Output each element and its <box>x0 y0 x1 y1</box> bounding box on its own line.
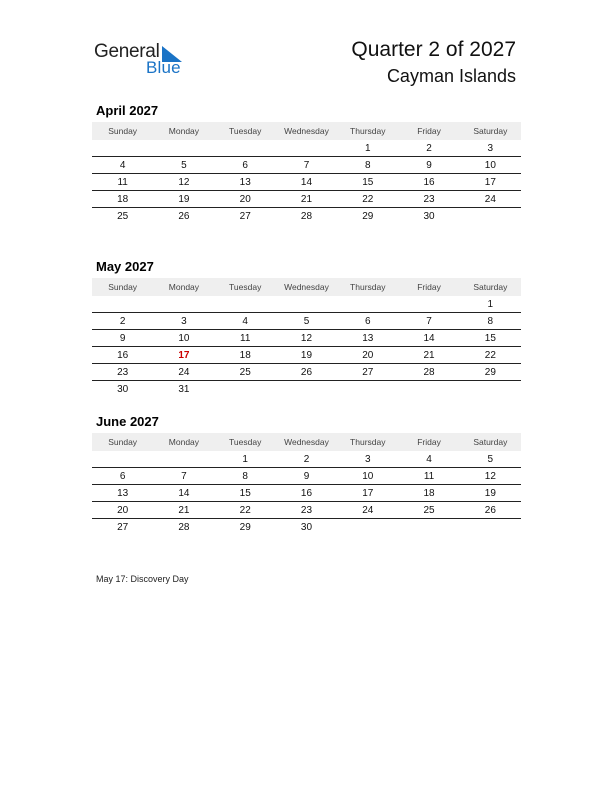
day-cell: 17 <box>178 349 190 361</box>
day-cell: 18 <box>239 349 251 361</box>
week-row <box>92 347 521 364</box>
day-cell: 10 <box>178 332 190 344</box>
day-cell: 12 <box>484 470 496 482</box>
weekday-header <box>92 122 521 140</box>
day-cell: 19 <box>178 193 190 205</box>
day-cell: 20 <box>117 504 129 516</box>
month-title: June 2027 <box>96 414 159 429</box>
day-cell: 6 <box>242 159 248 171</box>
day-cell: 29 <box>484 366 496 378</box>
day-cell: 27 <box>239 211 251 222</box>
weekday-label: Tuesday <box>229 282 262 292</box>
day-cell: 16 <box>300 487 313 499</box>
logo-blue-text: Blue <box>146 58 181 77</box>
day-cell: 13 <box>239 176 251 188</box>
day-cell: 1 <box>487 298 494 310</box>
weekday-label: Thursday <box>350 282 386 292</box>
day-cell: 15 <box>239 487 251 499</box>
day-cell: 29 <box>362 211 374 222</box>
day-cell: 27 <box>362 366 374 378</box>
day-cell: 25 <box>239 366 251 378</box>
day-cell: 14 <box>423 332 435 344</box>
day-cell: 24 <box>362 504 374 516</box>
week-row <box>92 330 521 347</box>
day-cell: 4 <box>119 159 126 171</box>
day-cell: 21 <box>178 504 190 516</box>
day-cell: 18 <box>423 487 435 499</box>
day-cell: 20 <box>362 349 374 361</box>
week-row <box>92 364 521 381</box>
weekday-header <box>92 433 521 451</box>
week-row <box>92 468 521 485</box>
weekday-label: Thursday <box>350 126 386 136</box>
day-cell: 11 <box>240 332 251 344</box>
day-cell: 29 <box>239 522 251 533</box>
day-cell: 12 <box>178 176 190 188</box>
week-row <box>92 191 521 208</box>
weekday-label: Tuesday <box>229 126 262 136</box>
day-cell: 24 <box>178 366 190 378</box>
day-cell: 3 <box>181 315 187 327</box>
day-cell: 14 <box>178 487 190 499</box>
day-cell: 6 <box>119 470 126 482</box>
day-cell: 23 <box>300 504 313 516</box>
day-cell: 4 <box>426 453 432 465</box>
day-cell: 16 <box>117 349 129 361</box>
day-cell: 8 <box>364 159 371 171</box>
day-cell: 26 <box>484 504 496 516</box>
day-cell: 24 <box>484 193 496 205</box>
day-cell: 4 <box>242 315 248 327</box>
day-cell: 14 <box>300 176 313 188</box>
day-cell: 22 <box>362 193 374 205</box>
day-cell: 6 <box>364 315 371 327</box>
month-title: May 2027 <box>96 259 154 274</box>
weeks <box>92 296 521 398</box>
day-cell: 12 <box>300 332 313 344</box>
day-cell: 2 <box>426 142 432 154</box>
weekday-label: Saturday <box>473 126 508 136</box>
logo <box>94 41 194 81</box>
weekday-header <box>92 278 521 296</box>
weekday-label: Thursday <box>350 437 386 447</box>
week-row <box>92 381 521 398</box>
weekday-label: Wednesday <box>284 437 329 447</box>
day-cell: 1 <box>242 453 248 465</box>
day-cell: 7 <box>303 159 310 171</box>
day-cell: 7 <box>181 470 187 482</box>
day-cell: 17 <box>484 176 496 188</box>
week-row <box>92 208 521 225</box>
day-cell: 25 <box>117 211 129 222</box>
weekday-label: Friday <box>417 437 441 447</box>
day-cell: 5 <box>487 453 494 465</box>
weekday-label: Wednesday <box>284 282 329 292</box>
weekday-label: Friday <box>417 282 441 292</box>
holiday-note: May 17: Discovery Day <box>96 574 189 584</box>
weekday-label: Sunday <box>108 282 138 292</box>
day-cell: 16 <box>423 176 435 188</box>
day-cell: 26 <box>178 211 190 222</box>
weekday-label: Wednesday <box>284 126 329 136</box>
month-may <box>92 258 521 398</box>
day-cell: 21 <box>423 349 435 361</box>
day-cell: 31 <box>178 384 190 395</box>
day-cell: 19 <box>484 487 496 499</box>
day-cell: 7 <box>426 315 432 327</box>
weeks <box>92 140 521 225</box>
weekday-label: Saturday <box>473 282 508 292</box>
weekday-label: Sunday <box>108 437 138 447</box>
weekday-label: Saturday <box>473 437 508 447</box>
day-cell: 8 <box>487 315 494 327</box>
week-row <box>92 451 521 468</box>
day-cell: 23 <box>423 193 435 205</box>
logo-general-text: General <box>94 41 160 62</box>
day-cell: 18 <box>117 193 129 205</box>
day-cell: 13 <box>117 487 129 499</box>
day-cell: 22 <box>239 504 251 516</box>
day-cell: 2 <box>303 453 310 465</box>
day-cell: 11 <box>423 470 435 482</box>
page-title: Quarter 2 of 2027 <box>351 38 516 61</box>
day-cell: 26 <box>300 366 313 378</box>
week-row <box>92 519 521 536</box>
day-cell: 9 <box>303 470 310 482</box>
day-cell: 27 <box>117 522 129 533</box>
month-title: April 2027 <box>96 103 159 118</box>
weekday-label: Friday <box>417 126 441 136</box>
day-cell: 3 <box>364 453 371 465</box>
weekday-label: Monday <box>168 437 200 447</box>
day-cell: 17 <box>362 487 374 499</box>
day-cell: 21 <box>300 193 313 205</box>
day-cell: 28 <box>178 522 190 533</box>
day-cell: 28 <box>423 366 435 378</box>
day-cell: 3 <box>487 142 494 154</box>
day-cell: 5 <box>181 159 187 171</box>
week-row <box>92 313 521 330</box>
week-row <box>92 140 521 157</box>
weekday-label: Sunday <box>108 126 138 136</box>
day-cell: 11 <box>117 176 128 188</box>
weekday-label: Monday <box>168 282 200 292</box>
day-cell: 13 <box>362 332 374 344</box>
day-cell: 8 <box>242 470 248 482</box>
country-name: Cayman Islands <box>386 66 516 86</box>
day-cell: 30 <box>300 522 313 533</box>
week-row <box>92 502 521 519</box>
day-cell: 28 <box>300 211 313 222</box>
week-row <box>92 157 521 174</box>
day-cell: 15 <box>362 176 374 188</box>
day-cell: 10 <box>362 470 374 482</box>
day-cell: 5 <box>303 315 310 327</box>
day-cell: 1 <box>364 142 371 154</box>
day-cell: 25 <box>423 504 435 516</box>
day-cell: 9 <box>119 332 126 344</box>
week-row <box>92 296 521 313</box>
week-row <box>92 485 521 502</box>
day-cell: 9 <box>426 159 432 171</box>
day-cell: 2 <box>119 315 126 327</box>
month-april <box>92 102 521 225</box>
month-june <box>92 413 521 536</box>
day-cell: 19 <box>300 349 313 361</box>
weeks <box>92 451 521 536</box>
day-cell: 30 <box>423 211 435 222</box>
day-cell: 15 <box>484 332 496 344</box>
weekday-label: Monday <box>168 126 200 136</box>
week-row <box>92 174 521 191</box>
day-cell: 22 <box>484 349 496 361</box>
day-cell: 10 <box>484 159 496 171</box>
day-cell: 30 <box>117 384 129 395</box>
day-cell: 23 <box>117 366 129 378</box>
weekday-label: Tuesday <box>229 437 262 447</box>
holiday-notes <box>96 574 189 584</box>
day-cell: 20 <box>239 193 251 205</box>
